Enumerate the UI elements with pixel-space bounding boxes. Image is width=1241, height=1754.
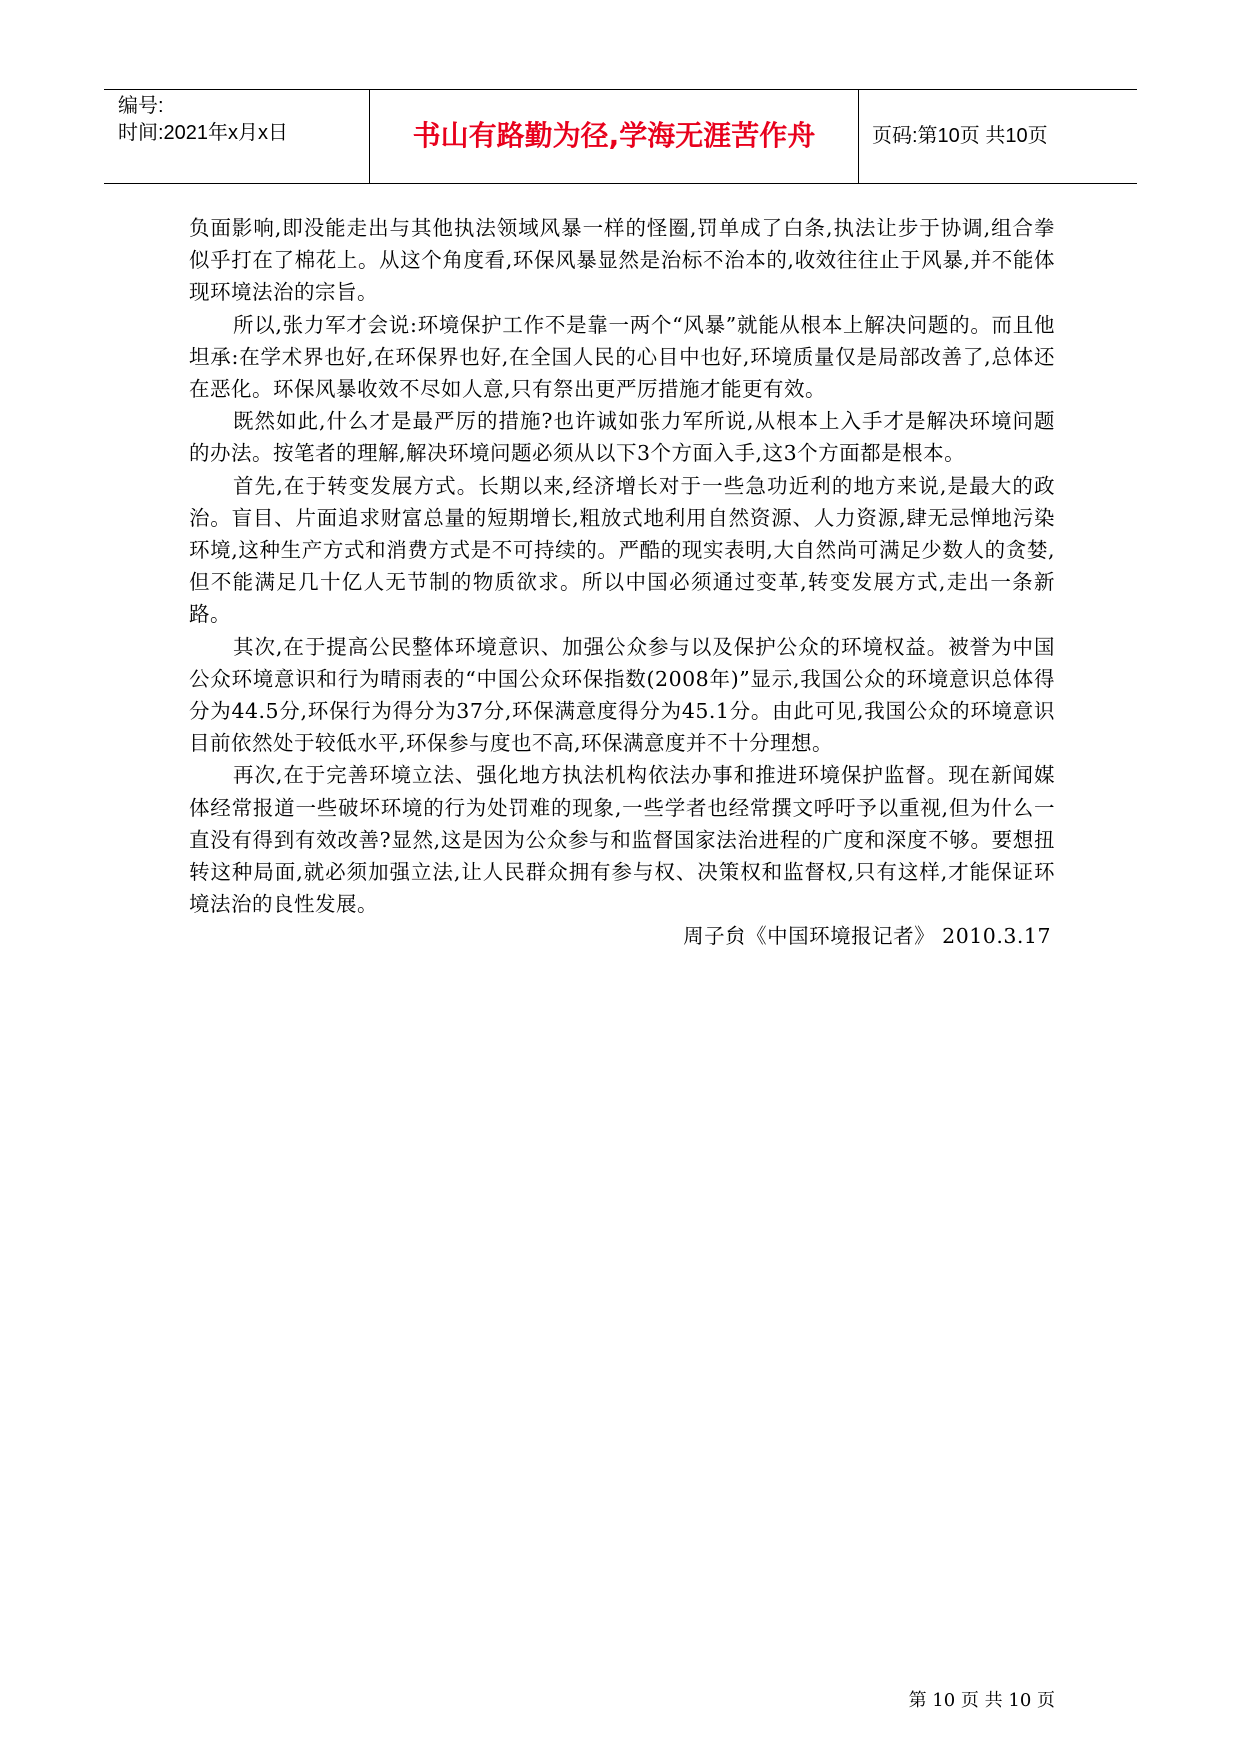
document-number-label: 编号: [118, 95, 164, 117]
paragraph: 既然如此,什么才是最严厉的措施?也许诚如张力军所说,从根本上入手才是解决环境问题的办法。按笔者的理解,解决环境问题必须从以下3个方面入手,这3个方面都是根本。 [189, 409, 1055, 466]
document-header [104, 89, 1137, 184]
header-page-cell [858, 90, 1137, 183]
paragraph-continued: 负面影响,即没能走出与其他执法领域风暴一样的怪圈,罚单成了白条,执法让步于协调,组合拳似乎打在了棉花上。从这个角度看,环保风暴显然是治标不治本的,收效往往止于风暴,并不能体现环境法治的宗旨。 [189, 216, 1055, 305]
header-motto-cell [369, 90, 859, 183]
article-signature: 周子贠《中国环境报记者》 2010.3.17 [683, 924, 1051, 949]
paragraph: 所以,张力军才会说:环境保护工作不是靠一两个“风暴”就能从根本上解决问题的。而且他坦承:在学术界也好,在环保界也好,在全国人民的心目中也好,环境质量仅是局部改善了,总体还在恶化。环保风暴收效不尽如人意,只有祭出更严厉措施才能更有效。 [189, 312, 1055, 402]
document-time-label: 时间:2021年x月x日 [118, 122, 289, 144]
paragraph: 再次,在于完善环境立法、强化地方执法机构依法办事和推进环境保护监督。现在新闻媒体经常报道一些破坏环境的行为处罚难的现象,一些学者也经常撰文呼吁予以重视,但为什么一直没有得到有效改善?显然,这是因为公众参与和监督国家法治进程的广度和深度不够。要想扭转这种局面,就必须加强立法,让人民群众拥有参与权、决策权和监督权,只有这样,才能保证环境法治的良性发展。 [189, 763, 1055, 917]
page-footer: 第 10 页 共 10 页 [908, 1690, 1055, 1711]
article-body [189, 212, 1055, 953]
header-info-cell [104, 90, 368, 183]
header-motto: 书山有路勤为径,学海无涯苦作舟 [412, 119, 816, 152]
paragraph: 其次,在于提高公民整体环境意识、加强公众参与以及保护公众的环境权益。被誉为中国公众环境意识和行为晴雨表的“中国公众环保指数(2008年)”显示,我国公众的环境意识总体得分为44.5分,环保行为得分为37分,环保满意度得分为45.1分。由此可见,我国公众的环境意识目前依然处于较低水平,环保参与度也不高,环保满意度并不十分理想。 [189, 634, 1055, 756]
paragraph: 首先,在于转变发展方式。长期以来,经济增长对于一些急功近利的地方来说,是最大的政治。盲目、片面追求财富总量的短期增长,粗放式地利用自然资源、人力资源,肆无忌惮地污染环境,这种生产方式和消费方式是不可持续的。严酷的现实表明,大自然尚可满足少数人的贪婪,但不能满足几十亿人无节制的物质欲求。所以中国必须通过变革,转变发展方式,走出一条新路。 [189, 473, 1055, 627]
header-page-label: 页码:第10页 共10页 [872, 125, 1048, 147]
